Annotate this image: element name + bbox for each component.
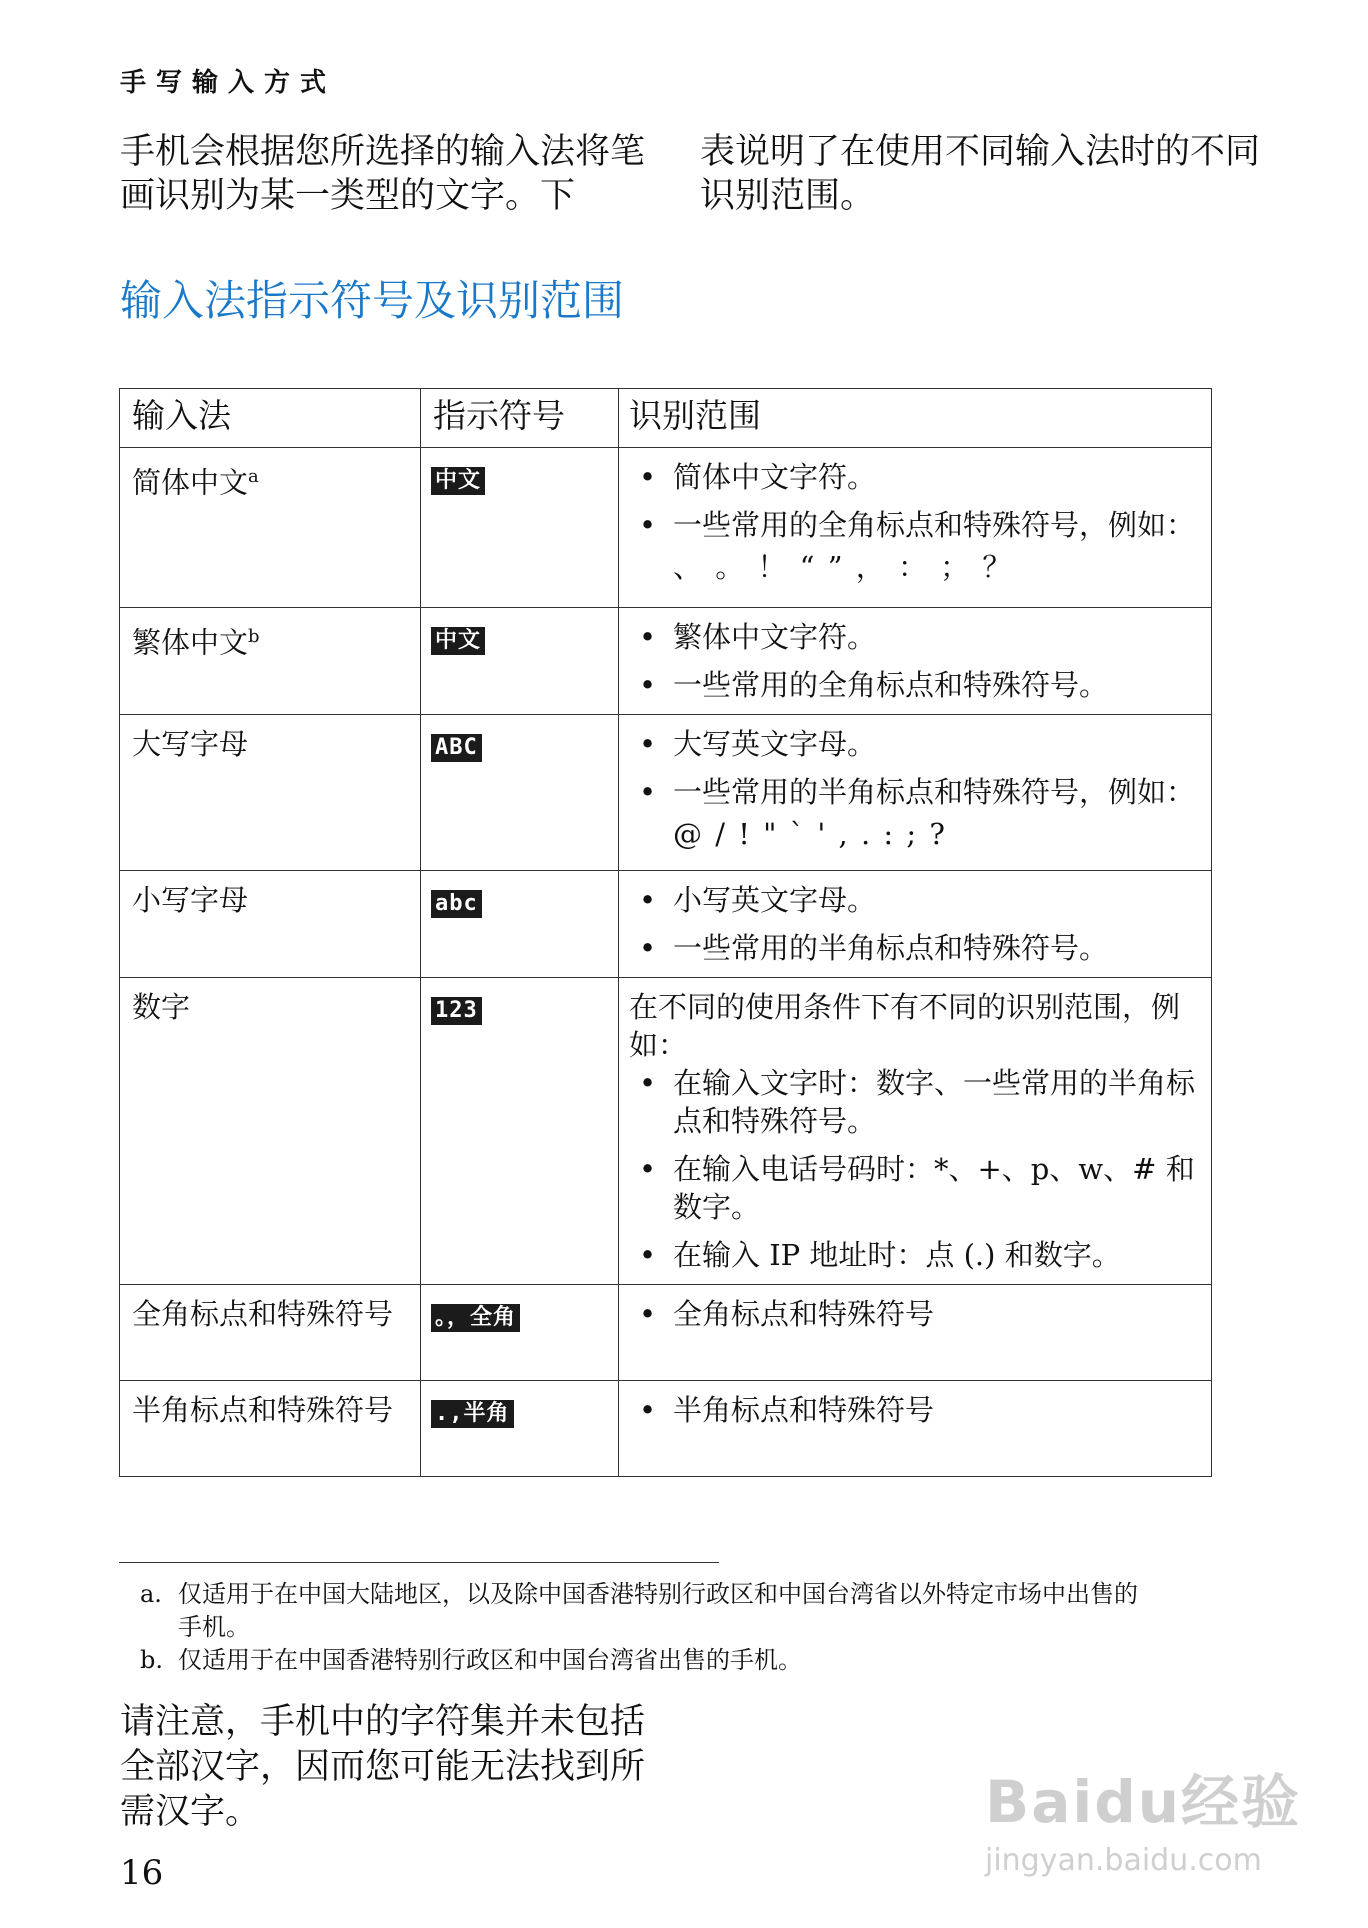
list-item: • 简体中文字符。: [629, 458, 1207, 496]
note-text: 请注意，手机中的字符集并未包括全部汉字，因而您可能无法找到所需汉字。: [120, 1702, 646, 1832]
list-item: • 在输入 IP 地址时：点 (.) 和数字。: [629, 1236, 1207, 1274]
method-label: 繁体中文: [132, 625, 249, 660]
range-cell: [619, 978, 1212, 1285]
method-cell: [120, 608, 421, 715]
input-method-table: [119, 388, 1212, 1477]
watermark: [985, 1755, 1301, 1878]
footnote-text: 仅适用于在中国香港特别行政区和中国台湾省出售的手机。: [178, 1646, 802, 1674]
page-number: 16: [120, 1853, 164, 1893]
punctuation-example: 、 。 ！ “ ” ， ： ； ？: [673, 550, 1014, 584]
range-cell: [619, 448, 1212, 608]
chinese-indicator-icon: 中文: [431, 467, 485, 495]
footnote-label: b.: [140, 1646, 163, 1674]
list-item: • 在输入文字时：数字、一些常用的半角标点和特殊符号。: [629, 1064, 1207, 1140]
watermark-url: jingyan.baidu.com: [985, 1843, 1262, 1878]
range-cell: [619, 608, 1212, 715]
indicator-cell: [421, 1381, 619, 1477]
method-cell: 半角标点和特殊符号: [120, 1381, 421, 1477]
table-row: [120, 608, 1212, 715]
footnote-text: 仅适用于在中国大陆地区，以及除中国香港特别行政区和中国台湾省以外特定市场中出售的手机。: [178, 1580, 1138, 1641]
watermark-logo: Baidu经验: [985, 1768, 1302, 1836]
fullwidth-punctuation-icon: 。，全角: [431, 1304, 520, 1332]
list-item: • 一些常用的半角标点和特殊符号。: [629, 929, 1207, 967]
table-row: [120, 715, 1212, 871]
list-item: • 繁体中文字符。: [629, 618, 1207, 656]
punctuation-example: @ / ! " ` ' , . : ; ?: [673, 817, 947, 851]
indicator-cell: [421, 978, 619, 1285]
list-item: • 半角标点和特殊符号: [629, 1391, 1207, 1429]
footnotes: [140, 1578, 1140, 1677]
footnote-divider: [119, 1562, 719, 1563]
indicator-cell: [421, 448, 619, 608]
footnote-a: [140, 1578, 1140, 1644]
range-cell: [619, 1285, 1212, 1381]
method-cell: 数字: [120, 978, 421, 1285]
table-row: [120, 978, 1212, 1285]
lowercase-indicator-icon: abc: [431, 890, 482, 918]
indicator-cell: [421, 715, 619, 871]
indicator-cell: [421, 608, 619, 715]
list-item: • 大写英文字母。: [629, 725, 1207, 763]
footnote-ref: b: [248, 626, 260, 647]
table-row: [120, 1381, 1212, 1477]
range-cell: [619, 1381, 1212, 1477]
footnote-ref: a: [248, 466, 259, 487]
table-row: [120, 448, 1212, 608]
list-item: • 小写英文字母。: [629, 881, 1207, 919]
list-item: • 一些常用的全角标点和特殊符号，例如：: [629, 506, 1207, 544]
table-header-row: [120, 389, 1212, 448]
list-item: • 全角标点和特殊符号: [629, 1295, 1207, 1333]
range-cell: [619, 871, 1212, 978]
method-label: 简体中文: [132, 465, 249, 500]
indicator-cell: [421, 1285, 619, 1381]
footnote-label: a.: [140, 1580, 162, 1608]
number-indicator-icon: 123: [431, 997, 482, 1025]
header-input-method: 输入法: [120, 389, 421, 448]
table-row: [120, 1285, 1212, 1381]
footnote-b: [140, 1644, 1140, 1677]
method-cell: 小写字母: [120, 871, 421, 978]
method-cell: [120, 448, 421, 608]
section-header: 手写输入方式: [120, 68, 337, 98]
header-indicator: 指示符号: [421, 389, 619, 448]
halfwidth-punctuation-icon: .,半角: [431, 1400, 514, 1428]
list-item: • 在输入电话号码时：*、+、p、w、# 和数字。: [629, 1150, 1207, 1226]
list-item: • 一些常用的半角标点和特殊符号，例如：: [629, 773, 1207, 811]
header-recognition-range: 识别范围: [619, 389, 1212, 448]
uppercase-indicator-icon: ABC: [431, 734, 482, 762]
indicator-cell: [421, 871, 619, 978]
intro-text-right: 表说明了在使用不同输入法时的不同识别范围。: [700, 132, 1261, 216]
chinese-indicator-icon: 中文: [431, 627, 485, 655]
method-cell: 全角标点和特殊符号: [120, 1285, 421, 1381]
range-intro: 在不同的使用条件下有不同的识别范围，例如：: [629, 990, 1181, 1062]
intro-text-left: 手机会根据您所选择的输入法将笔画识别为某一类型的文字。下: [120, 132, 646, 216]
list-item: • 一些常用的全角标点和特殊符号。: [629, 666, 1207, 704]
range-cell: [619, 715, 1212, 871]
table-row: [120, 871, 1212, 978]
method-cell: 大写字母: [120, 715, 421, 871]
page-title: 输入法指示符号及识别范围: [120, 276, 625, 325]
